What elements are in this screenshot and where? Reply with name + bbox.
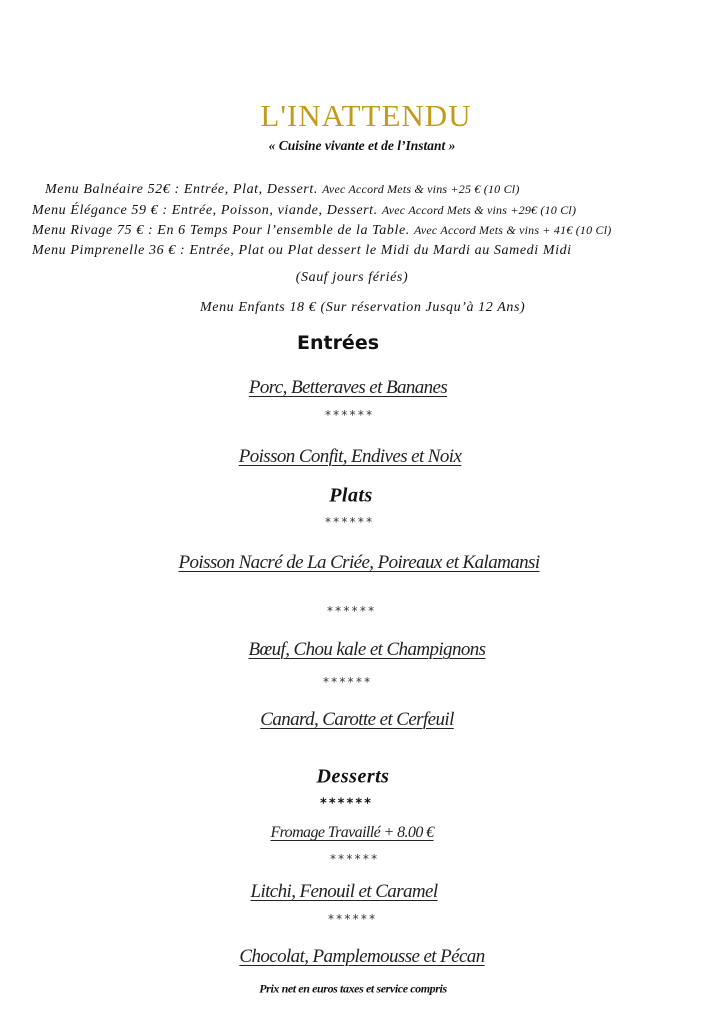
menu-text: Menu Élégance 59 € : Entrée, Poisson, viande, Dessert. (32, 203, 378, 218)
menu-balneaire (45, 182, 520, 198)
menu-elegance (32, 203, 576, 219)
dish: Chocolat, Pamplemousse et Pécan (239, 946, 485, 967)
plats-heading: Plats (329, 484, 373, 507)
dish: Canard, Carotte et Cerfeuil (260, 709, 454, 730)
kids-menu: Menu Enfants 18 € (Sur réservation Jusqu’à 12 Ans) (200, 300, 526, 315)
separator: ****** (324, 408, 374, 422)
dish: Poisson Nacré de La Criée, Poireaux et Kalamansi (178, 552, 540, 573)
wine-pairing: Avec Accord Mets & vins + 41€ (10 Cl) (414, 223, 612, 237)
tagline: « Cuisine vivante et de l’Instant » (268, 138, 456, 153)
price-footnote: Prix net en euros taxes et service compris (259, 981, 447, 996)
menu-rivage (32, 223, 611, 239)
dish: Poisson Confit, Endives et Noix (238, 446, 462, 467)
dish: Porc, Betteraves et Bananes (248, 377, 448, 398)
wine-pairing: Avec Accord Mets & vins +25 € (10 Cl) (322, 182, 520, 196)
menu-text: Menu Balnéaire 52€ : Entrée, Plat, Dessert. (45, 182, 318, 197)
menu-pimprenelle (32, 243, 572, 259)
separator: ****** (327, 912, 377, 926)
separator: ****** (329, 852, 379, 866)
menu-text: Menu Rivage 75 € : En 6 Temps Pour l’ensemble de la Table. (32, 223, 410, 238)
dish: Litchi, Fenouil et Caramel (250, 881, 438, 902)
separator: ****** (326, 604, 376, 618)
separator: ****** (322, 675, 372, 689)
dish: Bœuf, Chou kale et Champignons (248, 639, 486, 660)
separator: ****** (324, 515, 374, 529)
menu-text: Menu Pimprenelle 36 € : Entrée, Plat ou Plat dessert le Midi du Mardi au Samedi Midi (32, 243, 572, 258)
separator: ****** (319, 796, 373, 812)
dish: Fromage Travaillé + 8.00 € (270, 824, 434, 841)
restaurant-title: L'INATTENDU (260, 98, 472, 133)
desserts-heading: Desserts (316, 765, 390, 788)
wine-pairing: Avec Accord Mets & vins +29€ (10 Cl) (381, 203, 577, 217)
entrees-heading: Entrées (296, 332, 380, 354)
holiday-note: (Sauf jours fériés) (295, 270, 409, 285)
